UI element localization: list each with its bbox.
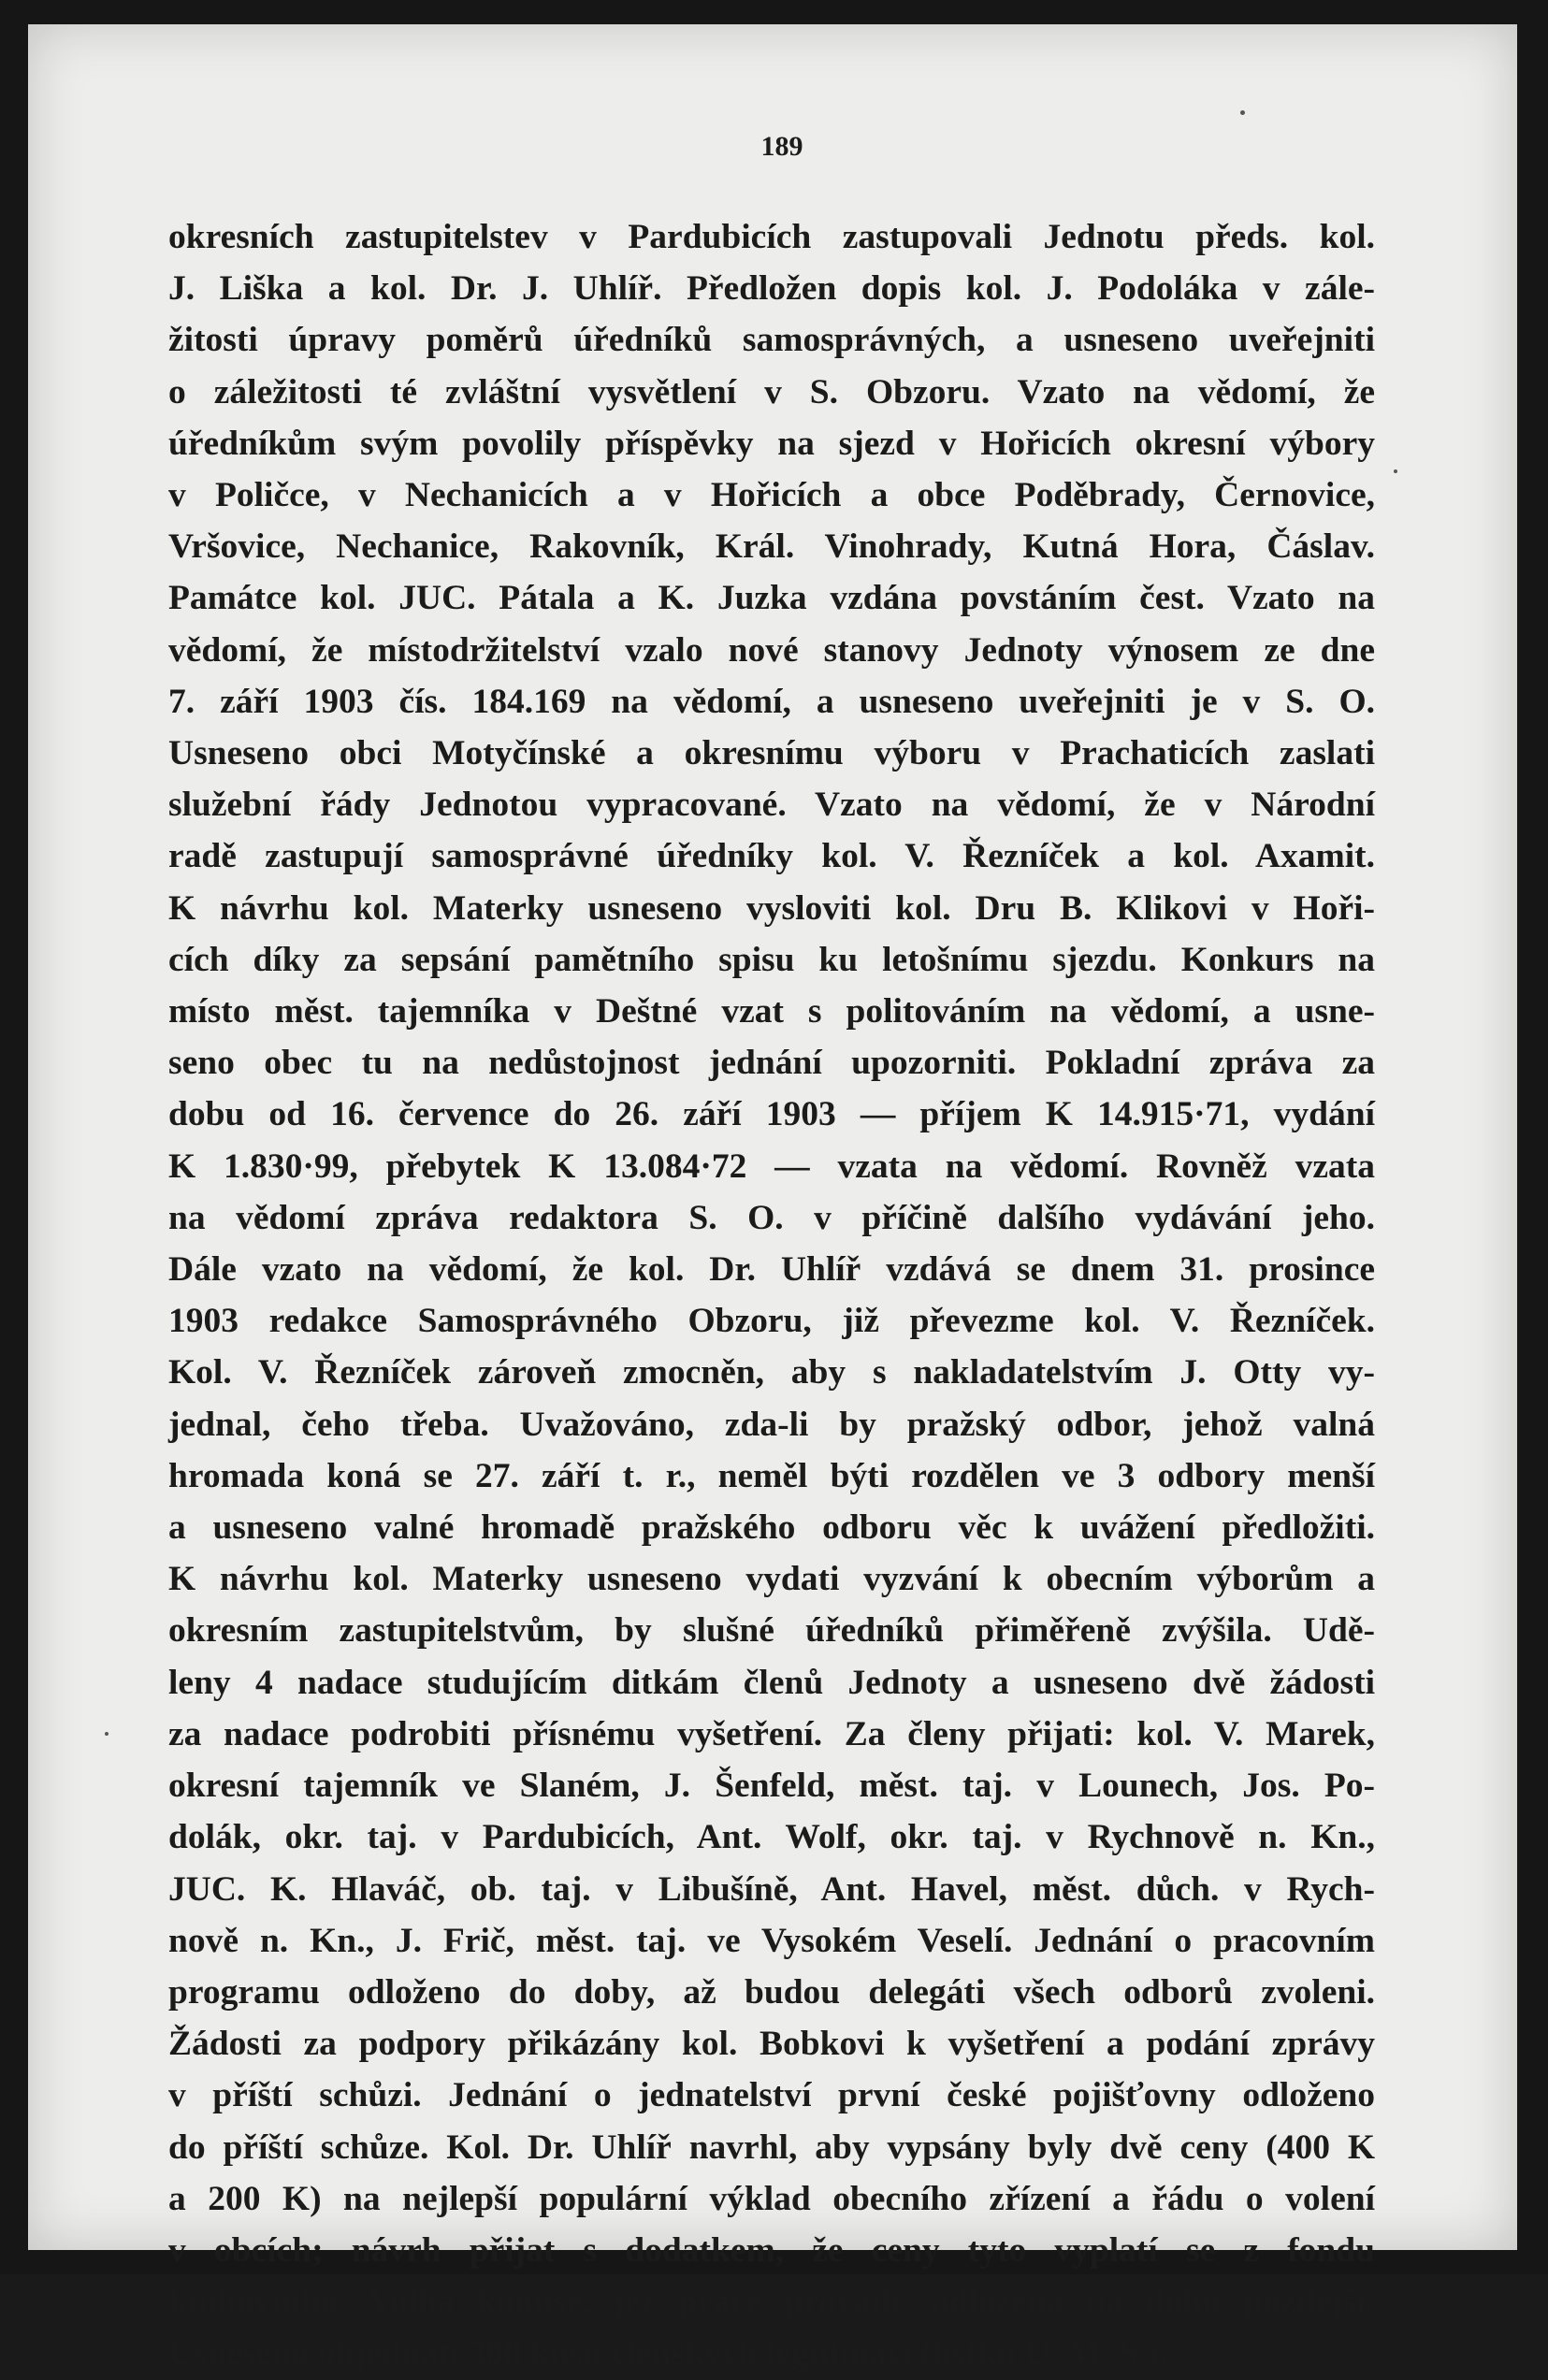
- scan-speck: [105, 1732, 109, 1736]
- text-line: leny 4 nadace studujícím ditkám členů Jednoty a usneseno dvě žádosti: [168, 1663, 1375, 1702]
- text-line: okresních zastupitelstev v Pardubicích zastupovali Jednotu předs. kol.: [168, 218, 1375, 256]
- text-line: v Poličce, v Nechanicích a v Hořicích a obce Poděbrady, Černovice,: [168, 476, 1375, 515]
- scan-speck: [1394, 469, 1397, 473]
- text-line: Žádosti za podpory přikázány kol. Bobkovi k vyšetření a podání zprávy: [168, 2025, 1375, 2064]
- text-line: K návrhu kol. Materky usneseno vysloviti kol. Dru B. Klikovi v Hoři-: [168, 888, 1375, 928]
- text-line: knihovního. Volba komise, jež práce provádí, odložena na dobu pozdější.: [168, 2283, 1375, 2322]
- text-line: vědomí, že místodržitelství vzalo nové stanovy Jednoty výnosem ze dne: [168, 630, 1375, 670]
- text-line: nově n. Kn., J. Frič, měst. taj. ve Vysokém Veselí. Jednání o pracovním: [168, 1921, 1375, 1960]
- text-line: Dále vzato na vědomí, že kol. Dr. Uhlíř vzdává se dnem 31. prosince: [168, 1250, 1375, 1290]
- text-line: 7. září 1903 čís. 184.169 na vědomí, a usneseno uveřejniti je v S. O.: [168, 682, 1375, 721]
- text-line: na vědomí zpráva redaktora S. O. v příčině dalšího vydávání jeho.: [168, 1198, 1375, 1237]
- text-line: do příští schůze. Kol. Dr. Uhlíř navrhl, aby vypsány byly dvě ceny (400 K: [168, 2128, 1375, 2167]
- text-line: 1903 redakce Samosprávného Obzoru, již převezme kol. V. Řezníček.: [168, 1302, 1375, 1341]
- text-line: Kol. V. Řezníček zároveň zmocněn, aby s nakladatelstvím J. Otty vy-: [168, 1353, 1375, 1392]
- page-number: 189: [760, 131, 803, 162]
- text-line: Vršovice, Nechanice, Rakovník, Král. Vinohrady, Kutná Hora, Čáslav.: [168, 527, 1375, 567]
- body-text: [168, 211, 1375, 2380]
- text-line: cích díky za sepsání pamětního spisu ku letošnímu sjezdu. Konkurs na: [168, 940, 1375, 979]
- text-line: K 1.830·99, přebytek K 13.084·72 — vzata na vědomí. Rovněž vzata: [168, 1147, 1375, 1186]
- book-page: [28, 24, 1517, 2373]
- text-line: v obcích; návrh přijat s dodatkem, že ceny tyto vyplatí se z fondu: [168, 2230, 1375, 2270]
- text-line: dolák, okr. taj. v Pardubicích, Ant. Wolf, okr. taj. v Rychnově n. Kn.,: [168, 1818, 1375, 1857]
- text-line: programu odloženo do doby, až budou delegáti všech odborů zvoleni.: [168, 1972, 1375, 2012]
- text-line: o záležitosti té zvláštní vysvětlení v S. Obzoru. Vzato na vědomí, že: [168, 372, 1375, 411]
- text-line: JUC. K. Hlaváč, ob. taj. v Libušíně, Ant. Havel, měst. důch. v Rych-: [168, 1869, 1375, 1909]
- text-line: K návrhu kol. Materky usneseno vydati vyzvání k obecním výborům a: [168, 1560, 1375, 1599]
- text-line: v příští schůzi. Jednání o jednatelství první české pojišťovny odloženo: [168, 2076, 1375, 2115]
- text-line: dobu od 16. července do 26. září 1903 — příjem K 14.915·71, vydání: [168, 1095, 1375, 1134]
- text-line: místo měst. tajemníka v Deštné vzat s politováním na vědomí, a usne-: [168, 992, 1375, 1031]
- text-line: Usneseno objednati 300 kusů členských legitimací (lístků Ú. M. Š.).: [168, 2334, 1167, 2373]
- text-line: jednal, čeho třeba. Uvažováno, zda-li by pražský odbor, jehož valná: [168, 1405, 1375, 1444]
- text-line: za nadace podrobiti přísnému vyšetření. Za členy přijati: kol. V. Marek,: [168, 1714, 1375, 1753]
- text-line: seno obec tu na nedůstojnost jednání upozorniti. Pokladní zpráva za: [168, 1044, 1375, 1083]
- text-line: Usneseno obci Motyčínské a okresnímu výboru v Prachaticích zaslati: [168, 734, 1375, 773]
- text-line: radě zastupují samosprávné úředníky kol. V. Řezníček a kol. Axamit.: [168, 837, 1375, 876]
- text-line: a 200 K) na nejlepší populární výklad obecního zřízení a řádu o volení: [168, 2179, 1375, 2218]
- text-line: J. Liška a kol. Dr. J. Uhlíř. Předložen dopis kol. J. Podoláka v zále-: [168, 269, 1375, 309]
- text-line: hromada koná se 27. září t. r., neměl býti rozdělen ve 3 odbory menší: [168, 1456, 1375, 1495]
- text-line: úředníkům svým povolily příspěvky na sjezd v Hořicích okresní výbory: [168, 424, 1375, 463]
- text-line: okresní tajemník ve Slaném, J. Šenfeld, měst. taj. v Lounech, Jos. Po-: [168, 1767, 1375, 1806]
- text-line: a usneseno valné hromadě pražského odboru věc k uvážení předložiti.: [168, 1508, 1375, 1548]
- scan-speck: [1240, 110, 1245, 115]
- text-line: okresním zastupitelstvům, by slušné úředníků přiměřeně zvýšila. Udě-: [168, 1611, 1375, 1651]
- text-line: služební řády Jednotou vypracované. Vzato na vědomí, že v Národní: [168, 786, 1375, 825]
- text-line: žitosti úpravy poměrů úředníků samosprávných, a usneseno uveřejniti: [168, 321, 1375, 360]
- text-line: Památce kol. JUC. Pátala a K. Juzka vzdána povstáním čest. Vzato na: [168, 579, 1375, 618]
